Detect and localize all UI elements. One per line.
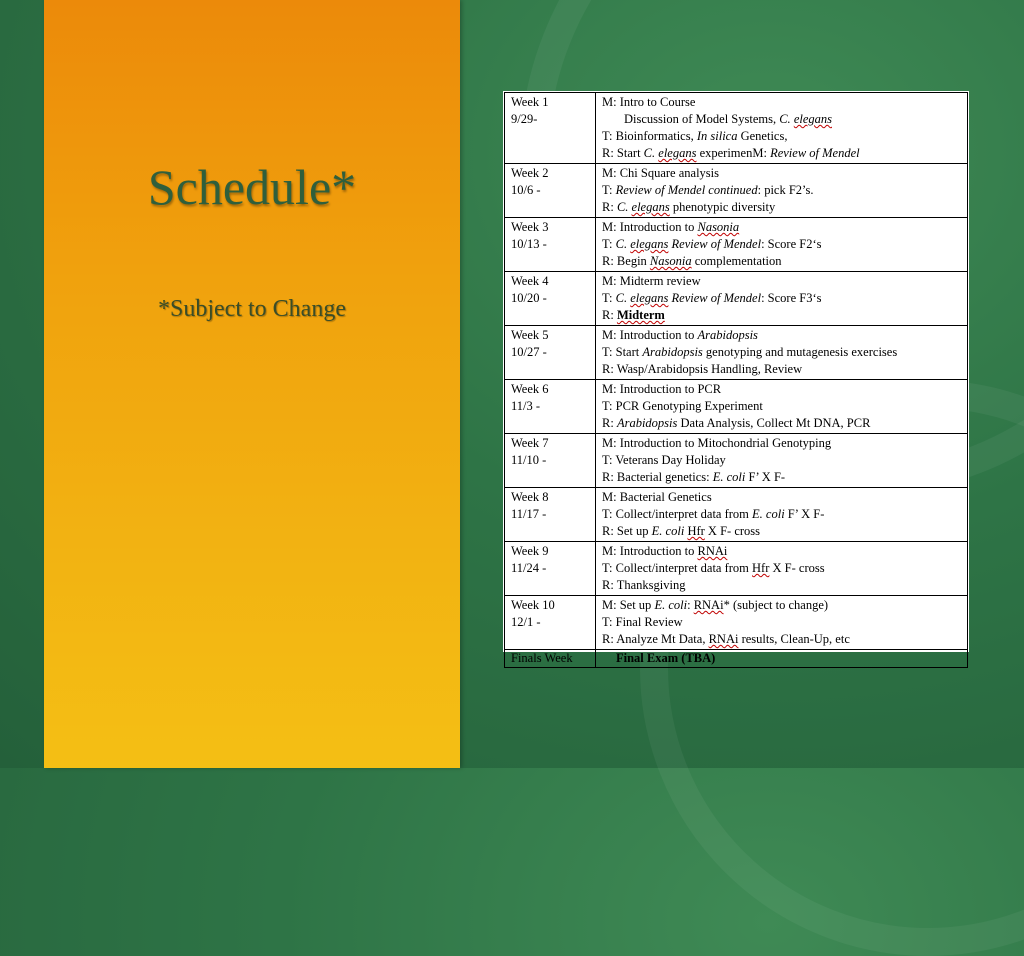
slide-title: Schedule*	[147, 159, 357, 215]
week-label: Week 5	[511, 328, 549, 342]
schedule-row	[505, 380, 968, 434]
activity-text: X F- cross	[769, 561, 825, 575]
activity-text: T: Veterans Day Holiday	[602, 453, 726, 467]
activity-text: M: Introduction to PCR	[602, 382, 722, 396]
activity-text: T: Collect/interpret data from	[602, 561, 753, 575]
activity-text: R:	[602, 200, 617, 214]
activity-text: M: Introduction to Mitochondrial Genotyping	[602, 436, 832, 450]
activity-text: T: Final Review	[602, 615, 683, 629]
activity-line	[602, 452, 961, 469]
activity-text: T:	[602, 183, 616, 197]
activity-line	[602, 435, 961, 452]
activity-line	[602, 523, 961, 540]
activity-text: R: Begin	[602, 254, 650, 268]
schedule-row	[505, 164, 968, 218]
orange-side-panel	[44, 0, 460, 768]
activity-text: : Score F2‘s	[761, 237, 822, 251]
activity-text: Arabidopsis	[616, 416, 678, 430]
week-date: 9/29-	[511, 112, 538, 126]
activities-cell	[596, 596, 968, 650]
activity-text: results, Clean-Up, etc	[738, 632, 850, 646]
activity-line	[602, 145, 961, 162]
activity-text: R: Wasp/Arabidopsis Handling, Review	[602, 362, 803, 376]
week-label: Week 2	[511, 166, 549, 180]
activity-text: Hfr	[752, 561, 770, 575]
activity-text: : Score F3‘s	[761, 291, 822, 305]
activity-text: T: Collect/interpret data from	[602, 507, 753, 521]
activity-text: C.	[615, 291, 631, 305]
activity-text: * (subject to change)	[723, 598, 829, 612]
activity-text: M: Midterm review	[602, 274, 701, 288]
activity-text: :	[687, 598, 694, 612]
week-cell	[505, 488, 596, 542]
activity-text: Midterm	[616, 308, 665, 322]
week-cell	[505, 380, 596, 434]
activity-text: RNAi	[693, 598, 724, 612]
activity-line	[602, 182, 961, 199]
week-label: Week 10	[511, 598, 555, 612]
activities-cell	[596, 380, 968, 434]
activity-text: R:	[602, 308, 617, 322]
week-date: 11/17 -	[511, 507, 547, 521]
week-cell	[505, 596, 596, 650]
activity-text: experimen	[696, 146, 753, 160]
activity-line	[602, 290, 961, 307]
activity-text: T:	[602, 237, 616, 251]
week-cell	[505, 542, 596, 596]
activity-text: Review of Mendel	[668, 237, 762, 251]
schedule-row	[505, 326, 968, 380]
activity-line	[602, 651, 961, 666]
activity-text: Hfr	[687, 524, 705, 538]
activity-line	[602, 560, 961, 577]
activity-line	[602, 128, 961, 145]
week-cell	[505, 326, 596, 380]
activity-text: R: Analyze Mt Data,	[602, 632, 709, 646]
activity-line	[602, 614, 961, 631]
activity-text: Genetics,	[737, 129, 788, 143]
week-label: Week 8	[511, 490, 549, 504]
week-date: 11/10 -	[511, 453, 547, 467]
activity-text: In silica	[696, 129, 738, 143]
activity-line	[602, 381, 961, 398]
activity-line	[602, 94, 961, 111]
activity-line	[602, 199, 961, 216]
activity-text: Nasonia	[649, 254, 692, 268]
activity-text: M: Introduction to	[602, 544, 698, 558]
schedule-row	[505, 272, 968, 326]
activities-cell	[596, 542, 968, 596]
schedule-row	[505, 218, 968, 272]
week-cell	[505, 272, 596, 326]
week-cell	[505, 650, 596, 668]
activity-line	[602, 273, 961, 290]
activity-text: Review of Mendel	[770, 146, 860, 160]
activity-line	[602, 236, 961, 253]
week-date: 10/27 -	[511, 345, 547, 359]
activity-text: elegans	[630, 291, 669, 305]
activity-text: M: Introduction to	[602, 328, 698, 342]
week-label: Finals Week	[511, 651, 573, 665]
activity-text: Nasonia	[697, 220, 740, 234]
activity-text: R:	[602, 416, 617, 430]
activities-cell	[596, 164, 968, 218]
activity-text: Arabidopsis	[697, 328, 758, 342]
activity-text: complementation	[691, 254, 782, 268]
week-cell	[505, 164, 596, 218]
week-label: Week 4	[511, 274, 549, 288]
activity-line	[602, 415, 961, 432]
activity-text: T: PCR Genotyping Experiment	[602, 399, 763, 413]
activity-text: Arabidopsis	[642, 345, 703, 359]
week-date: 12/1 -	[511, 615, 541, 629]
activity-line	[602, 398, 961, 415]
week-label: Week 1	[511, 95, 549, 109]
week-label: Week 7	[511, 436, 549, 450]
activity-text: E. coli	[651, 524, 685, 538]
activity-text: genotyping and mutagenesis exercises	[702, 345, 898, 359]
activity-text: T:	[602, 291, 616, 305]
week-cell	[505, 93, 596, 164]
activity-line	[602, 253, 961, 270]
activity-text: elegans	[631, 200, 670, 214]
activities-cell	[596, 326, 968, 380]
activity-text: C.	[643, 146, 659, 160]
activity-text: M:	[752, 146, 771, 160]
week-date: 11/24 -	[511, 561, 547, 575]
activity-text: E. coli	[654, 598, 688, 612]
activity-text: C.	[779, 112, 794, 126]
schedule-row	[505, 596, 968, 650]
activity-line	[602, 327, 961, 344]
activity-text: F’ X F-	[784, 507, 825, 521]
activity-line	[602, 307, 961, 324]
activity-text: X F- cross	[704, 524, 761, 538]
activity-line	[602, 111, 961, 128]
schedule-row	[505, 542, 968, 596]
activity-text: elegans	[793, 112, 832, 126]
activity-line	[602, 631, 961, 648]
activity-text: C.	[615, 237, 631, 251]
activities-cell	[596, 93, 968, 164]
activity-line	[602, 361, 961, 378]
activity-text: : pick F2’s.	[757, 183, 814, 197]
activities-cell	[596, 218, 968, 272]
week-date: 10/6 -	[511, 183, 541, 197]
activity-line	[602, 489, 961, 506]
activity-text: Discussion of Model Systems,	[624, 112, 780, 126]
activity-text: F’ X F-	[745, 470, 786, 484]
week-date: 10/20 -	[511, 291, 547, 305]
activity-text: Review of Mendel	[668, 291, 762, 305]
activity-text: T: Start	[602, 345, 643, 359]
activity-text: T: Bioinformatics,	[602, 129, 697, 143]
activity-text: Review of Mendel continued	[615, 183, 758, 197]
activity-line	[602, 506, 961, 523]
activity-text: M: Intro to Course	[602, 95, 696, 109]
activity-text: M: Set up	[602, 598, 655, 612]
activity-line	[602, 577, 961, 594]
schedule-row	[505, 650, 968, 668]
week-cell	[505, 218, 596, 272]
schedule-row	[505, 488, 968, 542]
activities-cell	[596, 650, 968, 668]
activity-text: phenotypic diversity	[669, 200, 776, 214]
activity-line	[602, 165, 961, 182]
activities-cell	[596, 488, 968, 542]
activity-line	[602, 469, 961, 486]
activity-line	[602, 543, 961, 560]
activity-text: R: Start	[602, 146, 644, 160]
week-date: 11/3 -	[511, 399, 541, 413]
activity-text: E. coli	[752, 507, 785, 521]
activity-text: R: Bacterial genetics:	[602, 470, 713, 484]
week-label: Week 3	[511, 220, 549, 234]
activity-line	[602, 219, 961, 236]
activity-text: elegans	[658, 146, 697, 160]
activity-text: RNAi	[697, 544, 728, 558]
activity-text: RNAi	[708, 632, 739, 646]
activity-text: R: Set up	[602, 524, 652, 538]
schedule-table	[504, 92, 968, 668]
activities-cell	[596, 272, 968, 326]
slide-subtitle: *Subject to Change	[158, 296, 346, 322]
schedule-row	[505, 434, 968, 488]
schedule-row	[505, 93, 968, 164]
activity-text: elegans	[630, 237, 669, 251]
activity-text: M: Bacterial Genetics	[602, 490, 712, 504]
activity-text: C.	[616, 200, 632, 214]
week-label: Week 6	[511, 382, 549, 396]
week-date: 10/13 -	[511, 237, 547, 251]
activity-text: M: Introduction to	[602, 220, 698, 234]
activity-text: E. coli	[712, 470, 746, 484]
schedule-table-image	[503, 91, 969, 665]
activity-line	[602, 597, 961, 614]
week-cell	[505, 434, 596, 488]
activity-line	[602, 344, 961, 361]
activity-text: M: Chi Square analysis	[602, 166, 720, 180]
activity-text: R: Thanksgiving	[602, 578, 686, 592]
activity-text: Final Exam (TBA)	[616, 651, 716, 665]
week-label: Week 9	[511, 544, 549, 558]
activity-text: Data Analysis, Collect Mt DNA, PCR	[677, 416, 871, 430]
activities-cell	[596, 434, 968, 488]
